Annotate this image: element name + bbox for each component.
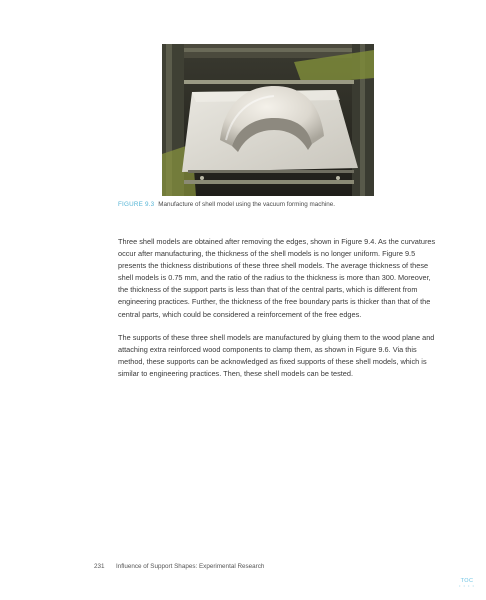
page-footer xyxy=(94,563,264,570)
figure-caption xyxy=(118,201,448,209)
toc-label: TOC xyxy=(460,578,474,584)
figure-caption-text: Manufacture of shell model using the vacuum forming machine. xyxy=(158,201,336,208)
paragraph-2: The supports of these three shell models are manufactured by gluing them to the wood plane and attaching extra reinforced wood components to clamp them, as shown in Figure 9.6. Via this method, these supports can be acknowledged as fixed supports of these shell models, which is similar to engineering practices. Then, these shell models can be tested. xyxy=(118,333,435,379)
vacuum-forming-machine-image xyxy=(162,44,374,196)
figure-label: FIGURE 9.3 xyxy=(118,201,155,208)
toc-link[interactable] xyxy=(459,578,475,588)
paragraph-1: Three shell models are obtained after removing the edges, shown in Figure 9.4. As the curvatures occur after manufacturing, the thickness of the shell models is no longer uniform. Figure 9.5 presents the thickness distributions of these three shell models. The average thickness of these shell models is 0.75 mm, and the ratio of the radius to the thickness is more than 300. Moreover, the thickness of the support parts is less than that of the central parts, which is different from engineering practices. Further, the thickness of the free boundary parts is thicker than that of the central parts, which could be considered a reinforcement of the free edges. xyxy=(118,237,436,319)
body-text xyxy=(118,236,438,381)
page-number: 231 xyxy=(94,563,105,570)
running-title: Influence of Support Shapes: Experimental Research xyxy=(116,563,265,570)
figure-photo-vacuum-forming-machine xyxy=(162,44,374,196)
toc-dots: • • • • xyxy=(459,583,475,588)
